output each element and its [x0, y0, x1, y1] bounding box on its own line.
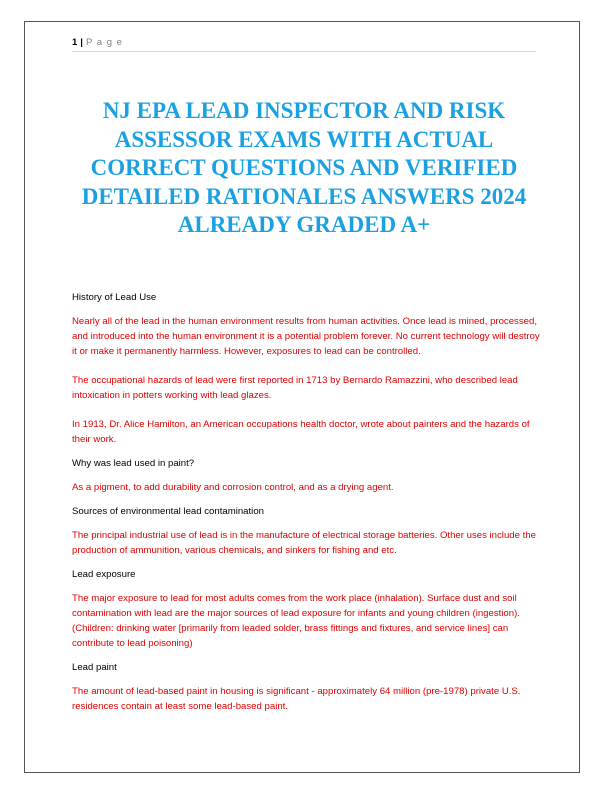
section-paragraph: As a pigment, to add durability and corrosion control, and as a drying agent. — [72, 482, 394, 493]
section-lead-paint — [72, 660, 542, 714]
page-label: P a g e — [85, 37, 123, 48]
section-why-lead-in-paint — [72, 456, 542, 495]
section-sources-of-contamination — [72, 504, 542, 558]
section-heading: Why was lead used in paint? — [72, 458, 195, 469]
page-separator: | — [80, 37, 83, 48]
section-heading: Sources of environmental lead contamination — [72, 506, 264, 517]
section-paragraph: The principal industrial use of lead is in the manufacture of electrical storage batteries. Other uses include the production of ammunition, various chemicals, and sinkers for fishing and etc. — [72, 530, 536, 556]
section-heading: History of Lead Use — [72, 292, 157, 303]
section-paragraph: The major exposure to lead for most adults comes from the work place (inhalation). Surface dust and soil contamination with lead are the major sources of lead exposure for infants and young children (ingestion). (Children: drinking water [primarily from leaded solder, brass fittings and fixtures, and service lines] can contribute to lead poisoning) — [72, 593, 520, 649]
document-title: NJ EPA LEAD INSPECTOR AND RISK ASSESSOR EXAMS WITH ACTUAL CORRECT QUESTIONS AND VERIFIED DETAILED RATIONALES ANSWERS 2024 ALREADY GRADED A+ — [81, 98, 527, 237]
section-heading: Lead paint — [72, 662, 117, 673]
page-header — [72, 37, 536, 52]
section-heading: Lead exposure — [72, 569, 136, 580]
section-paragraph: The amount of lead-based paint in housing is significant - approximately 64 million (pre-1978) private U.S. residences contain at least some lead-based paint. — [72, 686, 521, 712]
document-body — [72, 290, 542, 723]
section-paragraph: The occupational hazards of lead were first reported in 1713 by Bernardo Ramazzini, who described lead intoxication in potters working with lead glazes. — [72, 375, 518, 401]
section-history-of-lead-use — [72, 290, 542, 447]
section-paragraph: In 1913, Dr. Alice Hamilton, an American occupations health doctor, wrote about painters and the hazards of their work. — [72, 419, 530, 445]
section-paragraph: Nearly all of the lead in the human environment results from human activities. Once lead is mined, processed, and introduced into the human environment it is a potential problem forever. No current technology will destroy it or make it permanently harmless. However, exposures to lead can be controlled. — [72, 316, 540, 357]
section-lead-exposure — [72, 567, 542, 651]
page-number: 1 — [72, 37, 78, 48]
